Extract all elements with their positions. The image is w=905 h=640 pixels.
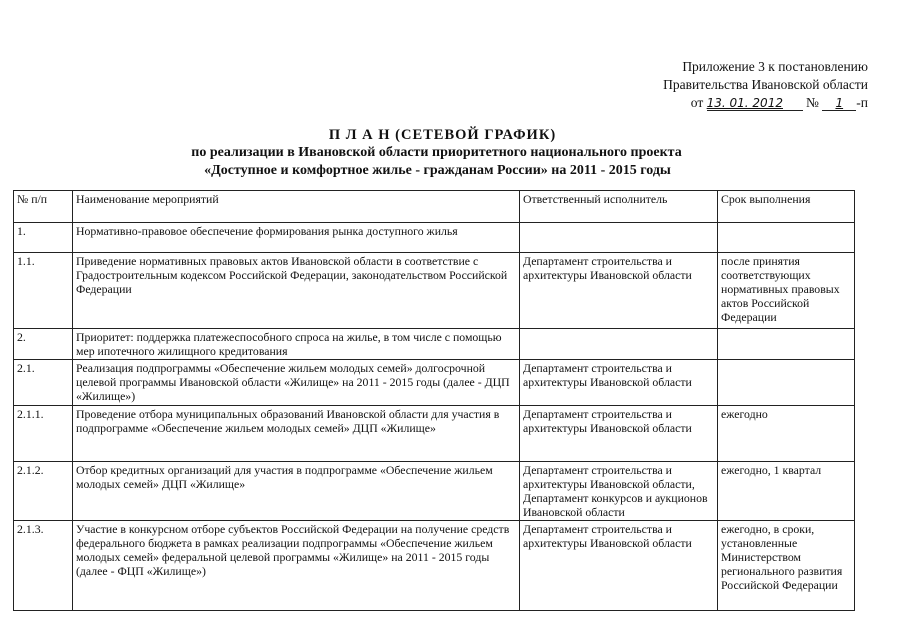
row-deadline: после принятия соответствующих нормативных правовых актов Российской Федерации [718,253,855,329]
table-row [14,223,855,253]
date-prefix: от [690,95,704,110]
document-title [0,126,905,180]
appendix-line-1: Приложение 3 к постановлению [682,59,868,74]
table-header-row [14,191,855,223]
row-name: Участие в конкурсном отборе субъектов Российской Федерации на получение средств федерального бюджета в рамках реализации подпрограммы «Обеспечение жильем молодых семей» федеральной целевой программы «Жилище» на 2011 - 2015 годы (далее - ФЦП «Жилище») [73,521,520,611]
row-num: 2.1. [14,360,73,406]
row-deadline [718,223,855,253]
row-executor: Департамент строительства и архитектуры Ивановской области [520,360,718,406]
table-row [14,521,855,611]
appendix-date-line [600,94,868,112]
header-name: Наименование мероприятий [73,191,520,223]
appendix-header [600,58,868,112]
row-name: Отбор кредитных организаций для участия в подпрограмме «Обеспечение жильем молодых семей» ДЦП «Жилище» [73,462,520,521]
table-row [14,329,855,360]
table-row [14,406,855,462]
table-row [14,253,855,329]
row-executor [520,329,718,360]
header-executor: Ответственный исполнитель [520,191,718,223]
row-num: 2. [14,329,73,360]
title-line-1: П Л А Н (СЕТЕВОЙ ГРАФИК) [328,127,557,143]
row-name: Приведение нормативных правовых актов Ивановской области в соответствие с Градостроительным кодексом Российской Федерации, законодательством Российской Федерации [73,253,520,329]
row-name: Приоритет: поддержка платежеспособного спроса на жилье, в том числе с помощью мер ипотечного жилищного кредитования [73,329,520,360]
title-line-3: «Доступное и комфортное жилье - гражданам России» на 2011 - 2015 годы [204,163,671,178]
number-prefix: № [806,95,819,110]
row-num: 2.1.3. [14,521,73,611]
row-executor: Департамент строительства и архитектуры Ивановской области [520,406,718,462]
row-executor: Департамент строительства и архитектуры Ивановской области, Департамент конкурсов и аукционов Ивановской области [520,462,718,521]
row-executor [520,223,718,253]
row-num: 2.1.1. [14,406,73,462]
row-deadline: ежегодно [718,406,855,462]
header-deadline: Срок выполнения [718,191,855,223]
row-num: 1.1. [14,253,73,329]
number-suffix: -п [856,95,868,110]
row-deadline: ежегодно, 1 квартал [718,462,855,521]
row-name: Нормативно-правовое обеспечение формирования рынка доступного жилья [73,223,520,253]
row-name: Реализация подпрограммы «Обеспечение жильем молодых семей» долгосрочной целевой программы Ивановской области «Жилище» на 2011 - 2015 годы (далее - ДЦП «Жилище») [73,360,520,406]
title-line-2: по реализации в Ивановской области приоритетного национального проекта [191,145,682,160]
header-num: № п/п [14,191,73,223]
plan-table [13,190,855,611]
row-deadline: ежегодно, в сроки, установленные Министерством регионального развития Российской Федерации [718,521,855,611]
table-row [14,360,855,406]
table-row [14,462,855,521]
row-num: 2.1.2. [14,462,73,521]
number-value: 1 [835,96,844,110]
row-name: Проведение отбора муниципальных образований Ивановской области для участия в подпрограмме «Обеспечение жильем молодых семей» ДЦП «Жилище» [73,406,520,462]
row-deadline [718,360,855,406]
appendix-line-2: Правительства Ивановской области [663,77,868,92]
row-deadline [718,329,855,360]
date-value: 13. 01. 2012 [706,96,783,110]
row-executor: Департамент строительства и архитектуры Ивановской области [520,521,718,611]
row-executor: Департамент строительства и архитектуры Ивановской области [520,253,718,329]
row-num: 1. [14,223,73,253]
